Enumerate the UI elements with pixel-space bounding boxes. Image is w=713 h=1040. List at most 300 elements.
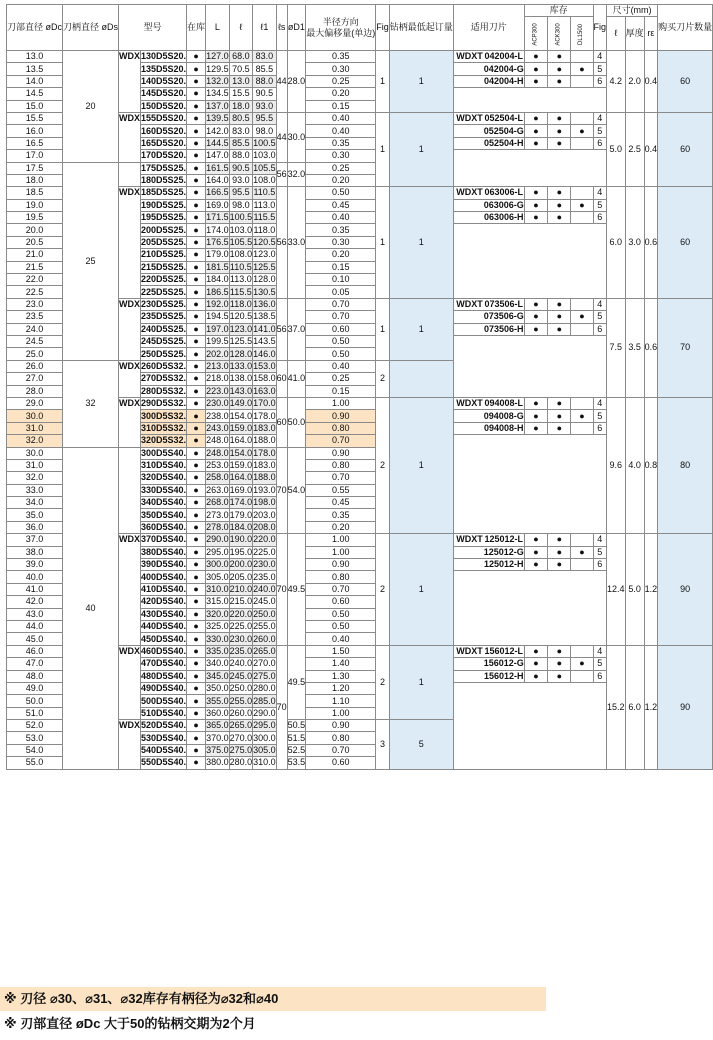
- min-order-cell: 1: [389, 112, 453, 186]
- l-cell: 128.0: [229, 348, 253, 359]
- grade-stock-dot: ●: [524, 112, 547, 124]
- dc-cell: 37.0: [7, 534, 63, 546]
- l1-cell: 178.0: [253, 447, 276, 458]
- l-cell: 85.5: [229, 137, 253, 149]
- qty-cell: 60: [658, 112, 713, 186]
- l1-cell: 183.0: [253, 460, 276, 471]
- l1-cell: 208.0: [253, 522, 276, 533]
- model-cell: 190D5S25.: [141, 199, 187, 210]
- l-cell: 115.5: [229, 286, 252, 297]
- insert-name: 125012-L: [484, 534, 524, 545]
- stock-dot: ●: [187, 422, 206, 434]
- L-cell: 253.0: [206, 460, 229, 471]
- grade-stock-dot: [571, 397, 593, 409]
- dc-cell: 25.0: [7, 348, 63, 360]
- stock-dot: ●: [187, 670, 206, 682]
- model-cell: 145D5S20.: [141, 88, 187, 99]
- stock-dot: ●: [187, 385, 206, 397]
- l1-cell: 146.0: [253, 348, 276, 359]
- stock-dot: ●: [187, 373, 206, 385]
- L-cell: 290.0: [206, 534, 229, 545]
- L-cell: 218.0: [206, 373, 229, 384]
- l-cell: 245.0: [229, 670, 253, 681]
- dc-cell: 32.0: [7, 472, 63, 484]
- l1-cell: 183.0: [253, 422, 276, 433]
- stock-dot: ●: [187, 720, 206, 732]
- model-cell: 370D5S40.: [141, 534, 187, 545]
- re-cell: 0.6: [644, 187, 658, 299]
- l1-cell: 93.0: [253, 100, 277, 112]
- grade-stock-dot: ●: [524, 645, 547, 657]
- dc-cell: 34.0: [7, 497, 63, 509]
- ls-cell: 44: [276, 51, 287, 113]
- grade-stock-dot: [571, 51, 593, 63]
- L-cell: 360.0: [206, 707, 229, 718]
- insert-fig: 4: [593, 534, 607, 546]
- model-cell: 440D5S40.: [141, 621, 187, 632]
- stock-dot: ●: [187, 360, 206, 372]
- insert-name: 063006-G: [483, 199, 524, 210]
- L-cell: 139.5: [206, 113, 229, 124]
- note-stock-shank: ※ 刃径 ⌀30、⌀31、⌀32库存有柄径为⌀32和⌀40: [0, 987, 546, 1011]
- insert-code: [453, 51, 524, 63]
- offset-cell: 0.50: [306, 608, 376, 620]
- stock-dot: ●: [187, 571, 206, 583]
- header-L: L: [206, 5, 230, 51]
- dc-cell: 15.5: [7, 112, 63, 124]
- l-cell: 18.0: [229, 100, 253, 112]
- insert-code: [453, 645, 524, 657]
- grade-stock-dot: ●: [548, 410, 571, 422]
- header-kucun: 库存: [524, 5, 593, 17]
- qty-cell: 60: [658, 187, 713, 299]
- l-cell: 270.0: [229, 732, 253, 743]
- model-cell: 380D5S40.: [141, 546, 187, 557]
- l1-cell: 170.0: [253, 398, 276, 409]
- dc-cell: 55.0: [7, 757, 63, 769]
- offset-cell: 1.00: [306, 707, 376, 719]
- L-cell: 186.5: [206, 286, 229, 297]
- header-dl: øD1: [287, 5, 306, 51]
- model-cell: 150D5S20.: [141, 100, 187, 111]
- insert-code: [453, 559, 524, 571]
- grade-stock-dot: ●: [571, 125, 593, 137]
- stock-dot: ●: [187, 459, 206, 471]
- header-dc: 刀部直径 øDc: [7, 5, 63, 51]
- insert-code: [453, 212, 524, 224]
- stock-dot: ●: [187, 100, 206, 112]
- l1-cell: 255.0: [253, 621, 276, 632]
- insert-fig: 6: [593, 137, 607, 149]
- dc-cell: 32.0: [7, 435, 63, 447]
- model-cell: 460D5S40.: [141, 645, 187, 656]
- ls-cell: 70: [276, 534, 287, 646]
- min-order-cell: 1: [389, 51, 453, 113]
- offset-cell: 0.05: [306, 286, 376, 298]
- model-cell: 140D5S20.: [141, 75, 187, 86]
- dc-cell: 33.0: [7, 484, 63, 496]
- dl-cell: 50.0: [287, 397, 306, 447]
- grade-stock-dot: [571, 112, 593, 124]
- dc-cell: 43.0: [7, 608, 63, 620]
- stock-dot: ●: [187, 497, 206, 509]
- grade-stock-dot: ●: [548, 311, 571, 323]
- dc-cell: 19.5: [7, 212, 63, 224]
- min-order-cell: [389, 360, 453, 397]
- stock-dot: ●: [187, 311, 206, 323]
- grade-stock-dot: ●: [571, 658, 593, 670]
- grade-stock-dot: ●: [548, 63, 571, 75]
- l-cell: 108.0: [229, 249, 253, 260]
- offset-cell: 0.40: [306, 212, 376, 224]
- dl-cell: 50.5: [287, 720, 306, 731]
- insert-name: 156012-L: [484, 645, 524, 656]
- size-l-cell: 6.0: [607, 187, 626, 299]
- dl-cell: 52.5: [287, 745, 306, 756]
- grade-stock-dot: ●: [548, 125, 571, 137]
- re-cell: 0.6: [644, 298, 658, 397]
- insert-fig: 5: [593, 546, 607, 558]
- offset-cell: 1.20: [306, 682, 376, 694]
- stock-dot: ●: [187, 150, 206, 162]
- offset-cell: 0.45: [306, 497, 376, 509]
- model-cell: 210D5S25.: [141, 249, 187, 260]
- dl-cell: 51.5: [287, 732, 306, 743]
- stock-dot: ●: [187, 410, 206, 422]
- model-cell: 130D5S20.: [141, 51, 187, 62]
- l-cell: 133.0: [229, 360, 253, 371]
- L-cell: 330.0: [206, 633, 229, 644]
- L-cell: 273.0: [206, 509, 229, 520]
- offset-cell: 0.70: [306, 298, 376, 310]
- stock-dot: ●: [187, 447, 206, 459]
- grade-stock-dot: ●: [524, 75, 547, 87]
- header-ls: ℓs: [276, 5, 287, 51]
- model-cell: 280D5S32.: [141, 385, 187, 396]
- offset-cell: 0.30: [306, 150, 376, 162]
- stock-dot: ●: [187, 521, 206, 533]
- l-cell: 100.5: [229, 212, 253, 223]
- stock-dot: ●: [187, 174, 206, 186]
- dc-cell: 44.0: [7, 620, 63, 632]
- model-prefix: WDX: [119, 397, 141, 447]
- model-cell: 510D5S40.: [141, 707, 187, 718]
- L-cell: 137.0: [206, 100, 229, 111]
- l1-cell: 188.0: [253, 472, 276, 483]
- offset-cell: 1.00: [306, 397, 376, 409]
- l-cell: 15.5: [229, 88, 253, 100]
- l1-cell: 270.0: [253, 658, 276, 669]
- stock-dot: ●: [187, 658, 206, 670]
- insert-fig: 5: [593, 199, 607, 211]
- model-cell: 200D5S25.: [141, 224, 187, 235]
- l-cell: 205.0: [229, 571, 253, 582]
- insert-empty: [453, 571, 606, 645]
- L-cell: 223.0: [206, 385, 229, 396]
- l1-cell: 85.5: [253, 63, 277, 75]
- model-cell: 470D5S40.: [141, 658, 187, 669]
- grade-stock-dot: ●: [548, 559, 571, 571]
- l-cell: 220.0: [229, 608, 253, 619]
- offset-cell: 0.25: [306, 373, 376, 385]
- grade-stock-dot: ●: [524, 546, 547, 558]
- dc-cell: 23.5: [7, 311, 63, 323]
- offset-cell: 0.70: [306, 435, 376, 447]
- grade-stock-dot: [571, 559, 593, 571]
- ls-cell: 60: [276, 397, 287, 447]
- offset-cell: 0.40: [306, 125, 376, 137]
- fig-cell: 2: [376, 397, 390, 533]
- stock-dot: ●: [187, 274, 206, 286]
- model-prefix: WDX: [119, 720, 141, 770]
- dl-cell: 28.0: [287, 51, 306, 113]
- L-cell: 325.0: [206, 621, 229, 632]
- grade-stock-dot: ●: [524, 187, 547, 199]
- L-cell: 230.0: [206, 398, 229, 409]
- L-cell: 184.0: [206, 274, 229, 285]
- l1-cell: 108.0: [253, 175, 276, 186]
- insert-code: [453, 422, 524, 434]
- grade-stock-dot: ●: [524, 298, 547, 310]
- dc-cell: 52.0: [7, 720, 63, 732]
- model-cell: 155D5S20.: [141, 113, 187, 124]
- l-cell: 164.0: [229, 472, 253, 483]
- model-cell: 430D5S40.: [141, 608, 187, 619]
- dc-cell: 18.0: [7, 174, 63, 186]
- qty-cell: 70: [658, 298, 713, 397]
- insert-code: [453, 63, 524, 75]
- l-cell: 260.0: [229, 707, 253, 718]
- dc-cell: 29.0: [7, 397, 63, 409]
- l1-cell: 260.0: [253, 633, 276, 644]
- model-cell: 400D5S40.: [141, 571, 187, 582]
- model-cell: 170D5S20.: [141, 150, 187, 161]
- dc-cell: 46.0: [7, 645, 63, 657]
- l-cell: 80.5: [229, 112, 253, 124]
- grade-stock-dot: [571, 212, 593, 224]
- dc-cell: 40.0: [7, 571, 63, 583]
- insert-code: [453, 199, 524, 211]
- l1-cell: 128.0: [253, 274, 276, 285]
- insert-name: 125012-G: [483, 546, 524, 557]
- insert-fig: 6: [593, 670, 607, 682]
- l-cell: 103.0: [229, 224, 253, 235]
- offset-cell: 0.20: [306, 249, 376, 261]
- model-prefix: WDX: [119, 51, 141, 113]
- grade-stock-dot: ●: [548, 51, 571, 63]
- l1-cell: 193.0: [253, 484, 276, 495]
- model-cell: 330D5S40.: [141, 484, 187, 495]
- L-cell: 164.0: [206, 175, 229, 186]
- insert-prefix: WDXT: [456, 51, 483, 62]
- stock-dot: ●: [187, 112, 206, 124]
- insert-prefix: WDXT: [456, 534, 483, 545]
- stock-dot: ●: [187, 397, 206, 409]
- size-l-cell: 15.2: [607, 645, 626, 769]
- dc-cell: 20.0: [7, 224, 63, 236]
- min-order-cell: 1: [389, 534, 453, 646]
- grade-stock-dot: ●: [524, 534, 547, 546]
- l1-cell: 158.0: [253, 373, 276, 384]
- model-prefix: WDX: [119, 187, 141, 299]
- thick-cell: 2.0: [625, 51, 644, 113]
- stock-dot: ●: [187, 335, 206, 347]
- model-cell: 480D5S40.: [141, 670, 187, 681]
- dc-cell: 26.0: [7, 360, 63, 372]
- insert-name: 063006-H: [483, 212, 524, 223]
- model-cell: 360D5S40.: [141, 522, 187, 533]
- l1-cell: 220.0: [253, 534, 276, 545]
- stock-dot: ●: [187, 75, 206, 87]
- model-cell: 340D5S40.: [141, 497, 187, 508]
- size-l-cell: 7.5: [607, 298, 626, 397]
- model-cell: 245D5S25.: [141, 336, 187, 347]
- stock-dot: ●: [187, 187, 206, 199]
- l-cell: 113.0: [229, 274, 252, 285]
- grade-stock-dot: ●: [571, 63, 593, 75]
- l1-cell: 235.0: [253, 571, 276, 582]
- ds-cell: 32: [63, 360, 119, 447]
- grade-stock-dot: ●: [524, 422, 547, 434]
- re-cell: 0.4: [644, 51, 658, 113]
- size-l-cell: 12.4: [607, 534, 626, 646]
- L-cell: 305.0: [206, 571, 229, 582]
- grade-stock-dot: [571, 298, 593, 310]
- grade-stock-dot: ●: [571, 199, 593, 211]
- dc-cell: 22.0: [7, 274, 63, 286]
- fig-cell: 2: [376, 360, 390, 397]
- dc-cell: 20.5: [7, 236, 63, 248]
- dl-cell: 49.5: [287, 534, 306, 646]
- insert-name: 042004-H: [483, 75, 524, 86]
- grade-stock-dot: ●: [524, 670, 547, 682]
- l-cell: 98.0: [229, 199, 253, 211]
- grade-stock-dot: ●: [548, 397, 571, 409]
- offset-cell: 0.80: [306, 422, 376, 434]
- insert-fig: 6: [593, 422, 607, 434]
- dc-cell: 18.5: [7, 187, 63, 199]
- qty-cell: 60: [658, 51, 713, 113]
- offset-cell: 0.10: [306, 274, 376, 286]
- insert-name: 073506-L: [484, 299, 524, 309]
- l-cell: 120.5: [229, 311, 253, 322]
- fig-cell: 1: [376, 112, 390, 186]
- dc-cell: 13.5: [7, 63, 63, 75]
- l-cell: 88.0: [229, 150, 253, 162]
- grade-stock-dot: ●: [548, 75, 571, 87]
- L-cell: 320.0: [206, 608, 229, 619]
- offset-cell: 0.60: [306, 323, 376, 335]
- L-cell: 295.0: [206, 546, 229, 557]
- model-cell: 450D5S40.: [141, 633, 187, 644]
- model-cell: 205D5S25.: [141, 237, 187, 248]
- l-cell: 159.0: [229, 422, 253, 433]
- table-row: [7, 51, 713, 63]
- model-cell: 420D5S40.: [141, 596, 187, 607]
- insert-code: [453, 397, 524, 409]
- insert-fig: 6: [593, 323, 607, 335]
- dl-cell: 33.0: [287, 187, 306, 299]
- dc-cell: 16.5: [7, 137, 63, 149]
- dc-cell: 24.5: [7, 335, 63, 347]
- L-cell: 161.5: [206, 162, 229, 173]
- model-cell: 410D5S40.: [141, 583, 187, 594]
- insert-empty: [453, 335, 606, 397]
- grade-stock-dot: ●: [548, 534, 571, 546]
- stock-dot: ●: [187, 559, 206, 571]
- offset-cell: 0.70: [306, 744, 376, 756]
- offset-cell: 0.70: [306, 472, 376, 484]
- l-cell: 225.0: [229, 621, 253, 632]
- insert-fig: 5: [593, 63, 607, 75]
- l-cell: 68.0: [229, 51, 253, 63]
- size-l-cell: 5.0: [607, 112, 626, 186]
- offset-cell: 0.70: [306, 583, 376, 595]
- stock-dot: ●: [187, 682, 206, 694]
- grade-stock-dot: [571, 137, 593, 149]
- ls-cell: 56: [276, 187, 287, 299]
- drill-spec-table: [6, 4, 713, 770]
- dc-cell: 41.0: [7, 583, 63, 595]
- dc-cell: 47.0: [7, 658, 63, 670]
- grade-stock-dot: ●: [524, 410, 547, 422]
- l-cell: 280.0: [229, 757, 253, 768]
- model-cell: 500D5S40.: [141, 695, 187, 706]
- insert-code: [453, 298, 524, 310]
- dl-cell: 41.0: [287, 360, 306, 397]
- offset-cell: 1.00: [306, 534, 376, 546]
- stock-dot: ●: [187, 88, 206, 100]
- insert-prefix: WDXT: [456, 398, 483, 409]
- dc-cell: 51.0: [7, 707, 63, 719]
- insert-fig: 6: [593, 75, 607, 87]
- header-grade-0: [524, 17, 547, 51]
- offset-cell: 0.40: [306, 360, 376, 372]
- model-cell: 290D5S32.: [141, 398, 187, 409]
- l-cell: 195.0: [229, 546, 253, 557]
- insert-name: 052504-H: [483, 137, 524, 148]
- offset-cell: 1.40: [306, 658, 376, 670]
- header-l: ℓ: [229, 5, 253, 51]
- stock-dot: ●: [187, 236, 206, 248]
- size-l-cell: 4.2: [607, 51, 626, 113]
- L-cell: 365.0: [206, 720, 229, 731]
- model-cell: 320D5S32.: [141, 435, 187, 446]
- l1-cell: 285.0: [253, 695, 276, 706]
- model-cell: 165D5S20.: [141, 137, 187, 148]
- L-cell: 142.0: [206, 125, 229, 136]
- dc-cell: 48.0: [7, 670, 63, 682]
- ls-cell: 60: [276, 360, 287, 397]
- min-order-cell: 1: [389, 298, 453, 360]
- header-model: 型号: [119, 5, 187, 51]
- re-cell: 1.2: [644, 645, 658, 769]
- l1-cell: 198.0: [253, 497, 276, 508]
- l-cell: 118.0: [229, 299, 252, 309]
- insert-code: [453, 534, 524, 546]
- L-cell: 213.0: [206, 360, 229, 371]
- stock-dot: ●: [187, 620, 206, 632]
- grade-stock-dot: ●: [524, 199, 547, 211]
- insert-name: 094008-H: [483, 422, 524, 433]
- table-body: [7, 51, 713, 770]
- l1-cell: 203.0: [253, 509, 276, 520]
- L-cell: 300.0: [206, 559, 229, 570]
- l-cell: 200.0: [229, 559, 253, 570]
- grade-stock-dot: ●: [548, 323, 571, 335]
- stock-dot: ●: [187, 63, 206, 75]
- min-order-cell: 5: [389, 720, 453, 770]
